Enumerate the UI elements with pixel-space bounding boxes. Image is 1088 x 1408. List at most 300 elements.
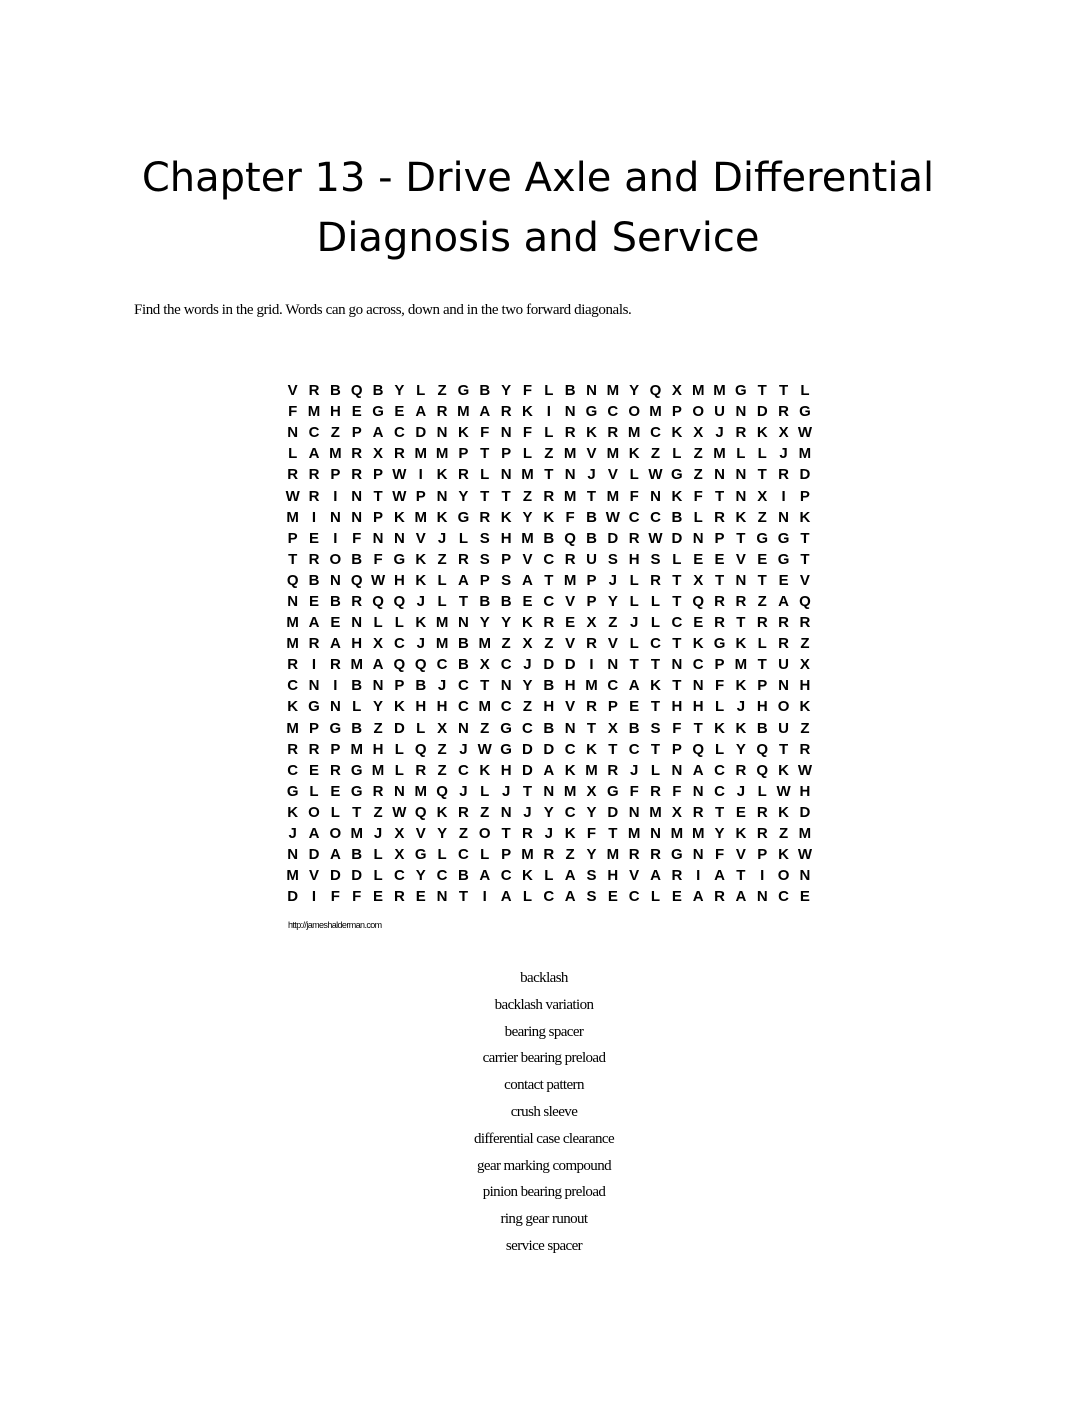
instructions-text: Find the words in the grid. Words can go across, down and in the two forward diagonals.	[134, 302, 632, 318]
grid-letter: A	[458, 571, 469, 589]
grid-letter: G	[713, 635, 726, 653]
grid-letter: R	[628, 846, 640, 864]
grid-letter: C	[436, 656, 448, 674]
grid-letter: R	[543, 614, 555, 632]
grid-letter: Q	[393, 656, 406, 674]
grid-letter: Q	[414, 656, 427, 674]
grid-letter: T	[714, 487, 725, 505]
grid-letter: R	[714, 592, 725, 610]
grid-letter: R	[351, 592, 363, 610]
grid-letter: B	[564, 382, 576, 400]
grid-letter: L	[544, 424, 554, 442]
grid-letter: J	[544, 825, 553, 843]
grid-letter: K	[714, 719, 725, 737]
grid-letter: B	[543, 719, 555, 737]
grid-letter: N	[628, 803, 640, 821]
grid-letter: R	[735, 761, 747, 779]
grid-letter: R	[714, 508, 725, 526]
grid-letter: L	[757, 445, 767, 463]
grid-letter: X	[394, 825, 405, 843]
grid-letter: R	[650, 846, 661, 864]
grid-letter: J	[608, 571, 617, 589]
grid-letter: N	[393, 529, 405, 547]
grid-letter: N	[351, 487, 363, 505]
grid-letter: Z	[800, 719, 810, 737]
grid-letter: A	[479, 403, 491, 421]
word-list-item: service spacer	[505, 1237, 583, 1254]
grid-letter: C	[564, 740, 576, 758]
grid-letter: A	[692, 888, 704, 906]
grid-letter: C	[714, 761, 725, 779]
grid-letter: I	[589, 656, 594, 674]
grid-letter: N	[329, 508, 341, 526]
word-list-item: contact pattern	[504, 1077, 584, 1094]
grid-letter: C	[458, 698, 469, 716]
grid-letter: T	[757, 656, 767, 674]
grid-letter: C	[500, 656, 512, 674]
grid-letter: W	[797, 424, 812, 442]
grid-letter: Z	[778, 825, 789, 843]
grid-letter: L	[672, 550, 682, 568]
grid-letter: K	[799, 508, 811, 526]
grid-letter: K	[735, 719, 747, 737]
grid-letter: O	[329, 550, 342, 568]
grid-letter: M	[350, 656, 363, 674]
grid-letter: D	[415, 424, 427, 442]
grid-letter: H	[607, 867, 619, 885]
grid-letter: B	[756, 719, 768, 737]
grid-letter: T	[800, 550, 810, 568]
grid-letter: K	[756, 424, 768, 442]
grid-letter: R	[628, 529, 640, 547]
grid-letter: R	[393, 888, 405, 906]
grid-letter: Z	[437, 382, 447, 400]
grid-row	[282, 443, 816, 464]
grid-letter: Q	[393, 592, 406, 610]
grid-row	[282, 802, 816, 823]
grid-letter: H	[500, 529, 512, 547]
grid-letter: B	[628, 719, 640, 737]
grid-letter: Q	[286, 571, 299, 589]
grid-letter: K	[735, 508, 747, 526]
grid-letter: L	[714, 740, 725, 758]
grid-letter: R	[714, 888, 725, 906]
grid-letter: X	[693, 571, 704, 589]
grid-row	[282, 485, 816, 506]
grid-letter: Z	[480, 719, 490, 737]
grid-letter: H	[671, 698, 683, 716]
grid-letter: F	[288, 403, 298, 421]
grid-letter: P	[671, 403, 682, 421]
grid-letter: L	[629, 466, 639, 484]
grid-letter: R	[308, 487, 320, 505]
grid-letter: E	[330, 782, 341, 800]
grid-letter: N	[778, 677, 789, 695]
grid-letter: I	[333, 487, 338, 505]
grid-letter: L	[544, 867, 554, 885]
grid-letter: O	[628, 403, 640, 421]
grid-letter: E	[415, 888, 426, 906]
grid-letter: K	[692, 635, 704, 653]
letter-grid	[282, 380, 816, 907]
grid-letter: G	[350, 761, 363, 779]
grid-letter: W	[392, 466, 407, 484]
grid-letter: S	[501, 571, 512, 589]
grid-letter: R	[778, 466, 789, 484]
grid-letter: M	[435, 445, 449, 463]
grid-letter: P	[714, 529, 725, 547]
grid-letter: Z	[501, 635, 511, 653]
grid-letter: L	[650, 761, 661, 779]
grid-letter: L	[757, 782, 767, 800]
grid-letter: E	[394, 403, 405, 421]
grid-letter: K	[564, 761, 576, 779]
grid-letter: C	[671, 614, 683, 632]
grid-letter: M	[286, 867, 299, 885]
grid-row	[282, 696, 816, 717]
grid-letter: F	[629, 487, 639, 505]
grid-letter: V	[629, 867, 640, 885]
grid-row	[282, 528, 816, 549]
grid-letter: P	[501, 550, 512, 568]
grid-letter: O	[478, 825, 491, 843]
word-list-item: pinion bearing preload	[482, 1184, 606, 1201]
grid-letter: K	[393, 698, 405, 716]
word-list-item: carrier bearing preload	[482, 1050, 606, 1067]
grid-letter: A	[308, 445, 320, 463]
grid-letter: Y	[415, 867, 426, 885]
grid-letter: G	[308, 698, 320, 716]
grid-letter: K	[799, 698, 811, 716]
grid-letter: Q	[414, 803, 427, 821]
grid-letter: N	[564, 403, 576, 421]
grid-letter: G	[606, 782, 619, 800]
grid-letter: L	[629, 571, 639, 589]
grid-letter: M	[713, 445, 726, 463]
word-list	[344, 966, 744, 1261]
grid-letter: C	[436, 867, 448, 885]
grid-letter: N	[650, 825, 661, 843]
grid-letter: D	[799, 466, 811, 484]
grid-letter: L	[757, 635, 767, 653]
grid-letter: U	[778, 656, 789, 674]
grid-letter: T	[480, 445, 490, 463]
grid-letter: J	[587, 466, 596, 484]
grid-letter: K	[436, 466, 448, 484]
grid-letter: N	[458, 719, 469, 737]
grid-letter: Z	[608, 614, 618, 632]
grid-letter: R	[308, 550, 320, 568]
grid-letter: D	[607, 529, 619, 547]
grid-letter: C	[522, 719, 533, 737]
grid-letter: W	[648, 466, 663, 484]
grid-letter: R	[329, 761, 341, 779]
grid-letter: G	[457, 508, 470, 526]
grid-letter: R	[735, 424, 747, 442]
grid-letter: N	[393, 782, 405, 800]
grid-letter: P	[415, 487, 426, 505]
grid-letter: N	[692, 782, 704, 800]
grid-letter: T	[672, 635, 682, 653]
grid-row	[282, 380, 816, 401]
grid-letter: G	[329, 719, 342, 737]
grid-letter: L	[480, 782, 490, 800]
grid-letter: Y	[543, 803, 554, 821]
grid-letter: T	[757, 571, 767, 589]
grid-row	[282, 718, 816, 739]
grid-letter: M	[563, 445, 577, 463]
grid-letter: Q	[414, 740, 427, 758]
grid-letter: X	[671, 803, 682, 821]
grid-letter: K	[415, 571, 427, 589]
grid-letter: M	[286, 635, 299, 653]
grid-letter: T	[778, 740, 789, 758]
grid-letter: M	[563, 782, 577, 800]
grid-letter: L	[373, 614, 383, 632]
grid-letter: M	[670, 825, 684, 843]
grid-letter: N	[692, 846, 704, 864]
grid-letter: L	[736, 445, 746, 463]
grid-letter: Z	[693, 466, 703, 484]
grid-letter: I	[311, 508, 317, 526]
grid-letter: M	[649, 403, 662, 421]
grid-letter: K	[522, 614, 533, 632]
grid-letter: T	[693, 719, 703, 737]
grid-letter: X	[671, 382, 682, 400]
grid-letter: B	[351, 846, 363, 864]
grid-letter: K	[671, 424, 683, 442]
grid-letter: L	[458, 529, 468, 547]
grid-letter: B	[543, 529, 555, 547]
grid-letter: R	[607, 424, 619, 442]
grid-letter: E	[522, 592, 533, 610]
grid-letter: R	[799, 614, 811, 632]
grid-letter: S	[650, 550, 661, 568]
grid-letter: S	[650, 719, 661, 737]
grid-letter: K	[778, 846, 789, 864]
grid-letter: N	[329, 698, 341, 716]
grid-letter: R	[287, 740, 299, 758]
grid-letter: X	[799, 656, 810, 674]
grid-letter: P	[799, 487, 810, 505]
grid-letter: O	[329, 825, 342, 843]
grid-letter: I	[333, 529, 338, 547]
grid-letter: C	[458, 677, 469, 695]
grid-letter: P	[287, 529, 298, 547]
grid-letter: A	[522, 571, 533, 589]
grid-letter: R	[415, 761, 427, 779]
grid-letter: Z	[650, 445, 661, 463]
grid-letter: F	[522, 424, 533, 442]
grid-letter: F	[373, 550, 383, 568]
grid-letter: L	[480, 846, 490, 864]
grid-row	[282, 422, 816, 443]
grid-letter: N	[500, 424, 512, 442]
grid-letter: N	[436, 487, 448, 505]
grid-letter: Q	[649, 382, 662, 400]
grid-letter: T	[480, 487, 490, 505]
grid-letter: H	[372, 740, 384, 758]
grid-row	[282, 464, 816, 485]
grid-letter: P	[607, 698, 618, 716]
word-list-item: bearing spacer	[504, 1023, 584, 1040]
grid-letter: R	[607, 761, 619, 779]
grid-letter: J	[736, 782, 746, 800]
grid-letter: K	[287, 803, 299, 821]
grid-letter: K	[436, 508, 448, 526]
grid-row	[282, 886, 816, 907]
grid-letter: N	[500, 466, 512, 484]
grid-letter: V	[607, 635, 618, 653]
grid-letter: T	[608, 740, 618, 758]
grid-letter: N	[287, 846, 299, 864]
grid-letter: X	[778, 424, 789, 442]
grid-letter: F	[330, 888, 340, 906]
grid-letter: G	[756, 529, 769, 547]
grid-letter: V	[586, 445, 597, 463]
grid-letter: R	[778, 635, 789, 653]
grid-letter: I	[418, 466, 423, 484]
grid-letter: Q	[372, 592, 384, 610]
grid-letter: J	[437, 677, 447, 695]
grid-letter: P	[373, 466, 384, 484]
grid-letter: N	[799, 867, 811, 885]
grid-letter: K	[287, 698, 299, 716]
grid-letter: R	[458, 803, 469, 821]
grid-letter: F	[693, 487, 703, 505]
grid-letter: R	[692, 803, 704, 821]
grid-letter: J	[501, 782, 511, 800]
word-list-item: backlash variation	[494, 996, 594, 1013]
grid-letter: B	[308, 571, 320, 589]
grid-letter: R	[778, 403, 789, 421]
grid-letter: F	[565, 508, 575, 526]
grid-letter: R	[564, 424, 576, 442]
grid-letter: V	[735, 550, 746, 568]
grid-letter: C	[628, 888, 640, 906]
grid-row	[282, 654, 816, 675]
grid-letter: Q	[564, 529, 576, 547]
grid-letter: J	[523, 656, 532, 674]
grid-letter: E	[799, 888, 810, 906]
grid-letter: N	[351, 614, 363, 632]
grid-letter: N	[735, 466, 747, 484]
grid-letter: H	[329, 403, 341, 421]
grid-letter: K	[735, 635, 747, 653]
grid-letter: B	[329, 592, 341, 610]
grid-letter: C	[393, 635, 405, 653]
grid-letter: F	[714, 677, 725, 695]
grid-letter: C	[287, 677, 299, 695]
grid-letter: C	[543, 888, 555, 906]
grid-letter: K	[436, 803, 448, 821]
grid-letter: X	[373, 635, 384, 653]
grid-letter: H	[500, 761, 512, 779]
grid-letter: V	[565, 698, 576, 716]
grid-letter: K	[500, 508, 512, 526]
grid-letter: G	[585, 403, 598, 421]
grid-row	[282, 401, 816, 422]
grid-letter: N	[543, 782, 555, 800]
grid-letter: A	[479, 867, 491, 885]
grid-letter: I	[760, 867, 765, 885]
grid-letter: Z	[522, 487, 533, 505]
grid-row	[282, 760, 816, 781]
grid-letter: T	[778, 382, 789, 400]
grid-letter: L	[394, 761, 404, 779]
grid-letter: C	[458, 761, 469, 779]
grid-letter: N	[436, 888, 448, 906]
grid-letter: A	[308, 614, 320, 632]
grid-letter: L	[693, 508, 703, 526]
grid-letter: N	[458, 614, 469, 632]
grid-row	[282, 844, 816, 865]
grid-letter: M	[798, 825, 812, 843]
grid-letter: T	[373, 487, 383, 505]
grid-letter: K	[458, 424, 469, 442]
grid-letter: W	[285, 487, 300, 505]
grid-letter: Q	[692, 592, 705, 610]
grid-letter: S	[586, 867, 597, 885]
grid-letter: J	[373, 825, 383, 843]
grid-letter: T	[736, 867, 746, 885]
grid-letter: H	[351, 635, 363, 653]
grid-letter: I	[311, 656, 317, 674]
grid-letter: E	[309, 761, 320, 779]
grid-letter: A	[564, 888, 576, 906]
grid-letter: O	[777, 698, 790, 716]
grid-letter: M	[606, 445, 620, 463]
grid-letter: K	[415, 550, 427, 568]
grid-letter: C	[692, 656, 704, 674]
grid-letter: I	[482, 888, 487, 906]
grid-letter: T	[544, 571, 554, 589]
grid-letter: Z	[544, 635, 554, 653]
grid-letter: C	[393, 424, 405, 442]
grid-letter: A	[372, 656, 384, 674]
source-url: http://jameshalderman.com	[288, 920, 382, 930]
grid-letter: R	[671, 867, 683, 885]
grid-letter: Y	[586, 803, 597, 821]
grid-letter: N	[500, 677, 512, 695]
grid-letter: G	[286, 782, 299, 800]
grid-letter: M	[414, 782, 427, 800]
grid-letter: J	[416, 592, 425, 610]
grid-letter: B	[586, 508, 597, 526]
grid-letter: H	[415, 698, 427, 716]
grid-letter: V	[415, 825, 426, 843]
grid-letter: N	[735, 487, 747, 505]
grid-letter: D	[287, 888, 299, 906]
grid-letter: V	[565, 635, 576, 653]
grid-letter: H	[692, 698, 704, 716]
grid-letter: W	[797, 846, 812, 864]
grid-letter: N	[671, 761, 683, 779]
grid-letter: Q	[692, 740, 705, 758]
grid-letter: Z	[373, 719, 383, 737]
grid-letter: Y	[607, 592, 618, 610]
grid-letter: N	[778, 508, 789, 526]
grid-letter: H	[564, 677, 576, 695]
grid-letter: Z	[565, 846, 575, 864]
grid-letter: G	[500, 719, 512, 737]
grid-letter: B	[372, 382, 384, 400]
grid-letter: T	[672, 571, 682, 589]
grid-letter: C	[650, 508, 661, 526]
grid-letter: N	[735, 403, 747, 421]
grid-letter: T	[480, 677, 490, 695]
grid-letter: M	[329, 445, 342, 463]
